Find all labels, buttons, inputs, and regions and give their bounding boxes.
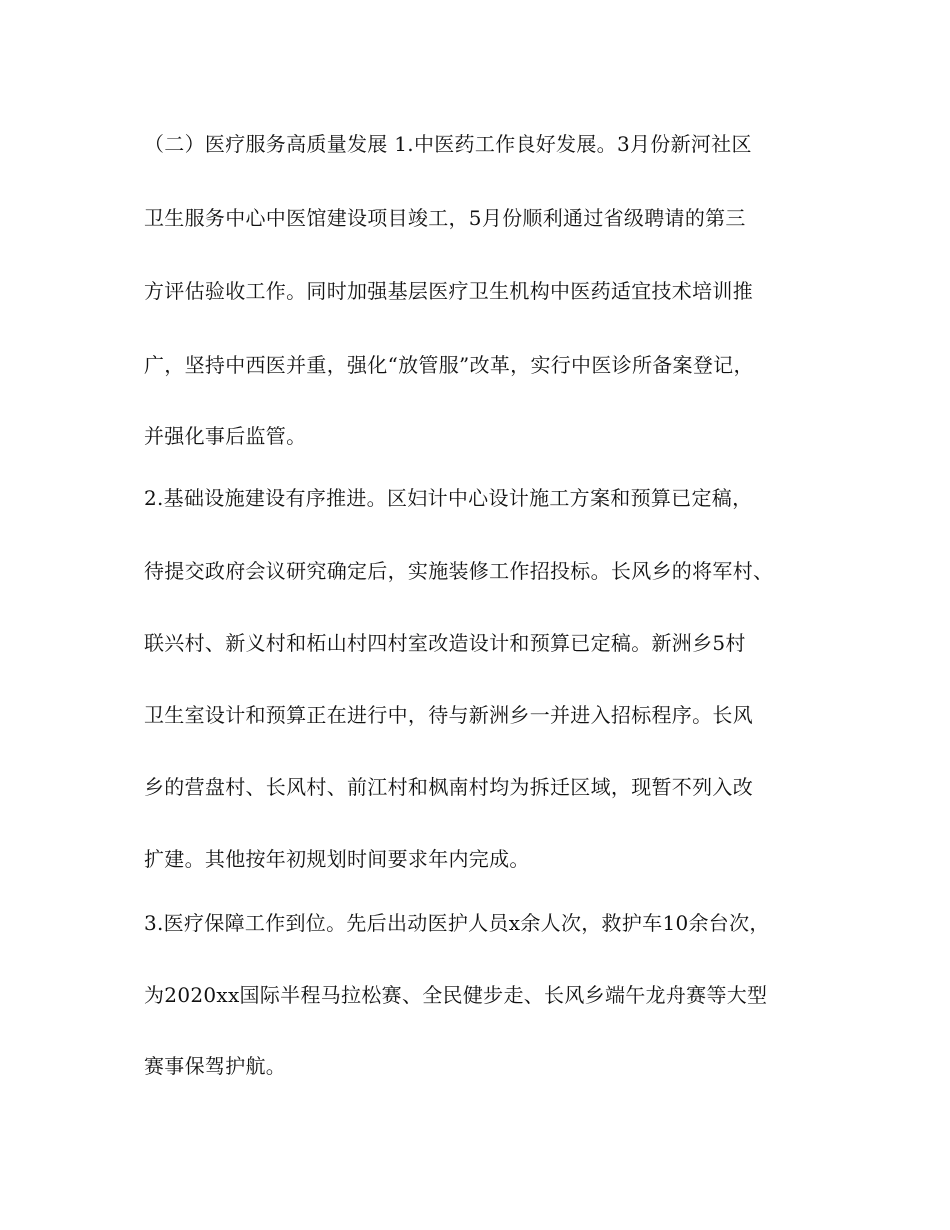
text-line: 乡的营盘村、长风村、前江村和枫南村均为拆迁区域，现暂不列入改 (144, 775, 753, 799)
text-line: 广，坚持中西医并重，强化“放管服”改革，实行中医诊所备案登记， (144, 353, 754, 377)
text-line: （二）医疗服务高质量发展 1.中医药工作良好发展。3月份新河社区 (144, 132, 752, 156)
text-line: 并强化事后监管。 (144, 424, 307, 448)
text-line: 扩建。其他按年初规划时间要求年内完成。 (144, 847, 530, 871)
text-line: 方评估验收工作。同时加强基层医疗卫生机构中医药适宜技术培训推 (144, 279, 753, 303)
text-line: 3.医疗保障工作到位。先后出动医护人员x余人次，救护车10余台次， (144, 911, 770, 935)
text-line: 赛事保驾护航。 (144, 1054, 287, 1078)
text-line: 2.基础设施建设有序推进。区妇计中心设计施工方案和预算已定稿， (144, 486, 753, 510)
text-line: 卫生服务中心中医馆建设项目竣工，5月份顺利通过省级聘请的第三 (144, 206, 746, 230)
text-line: 联兴村、新义村和柘山村四村室改造设计和预算已定稿。新洲乡5村 (144, 631, 746, 655)
text-line: 为2020xx国际半程马拉松赛、全民健步走、长风乡端午龙舟赛等大型 (144, 983, 768, 1007)
text-line: 卫生室设计和预算正在进行中，待与新洲乡一并进入招标程序。长风 (144, 703, 753, 727)
text-line: 待提交政府会议研究确定后，实施装修工作招投标。长风乡的将军村、 (144, 559, 774, 583)
